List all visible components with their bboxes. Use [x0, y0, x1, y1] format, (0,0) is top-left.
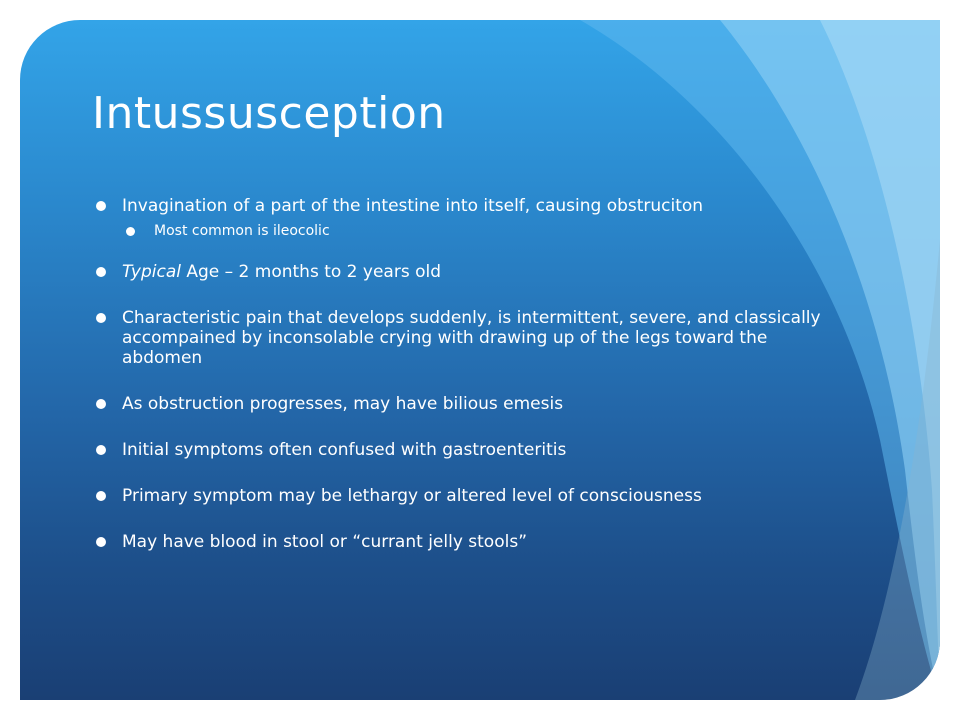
bullet-dot-icon [96, 491, 106, 501]
sub-bullet-text: Most common is ileocolic [154, 223, 330, 239]
bullet-dot-icon [96, 267, 106, 277]
bullet-dot-icon [96, 537, 106, 547]
bullet-text: As obstruction progresses, may have bilious emesis [122, 394, 564, 414]
bullet-dot-icon [96, 313, 106, 323]
bullet-text: Invagination of a part of the intestine into itself, causing obstruciton [122, 196, 704, 216]
bullet-text: Characteristic pain that develops suddenly, is intermittent, severe, and classically accompained by inconsolable crying with drawing up of the legs toward the abdomen [122, 308, 821, 368]
bullet-text: Initial symptoms often confused with gastroenteritis [122, 440, 567, 460]
bullet-text: Age – 2 months to 2 years old [180, 262, 442, 282]
sub-bullet-list [122, 223, 852, 240]
bullet-item [92, 262, 852, 282]
bullet-item [92, 532, 852, 552]
bullet-item [92, 486, 852, 506]
bullet-italic-prefix: Typical [122, 262, 181, 282]
bullet-item [92, 196, 852, 240]
bullet-item [92, 308, 852, 368]
bullet-item [92, 394, 852, 414]
slide-title: Intussusception [92, 88, 446, 139]
bullet-dot-icon [96, 445, 106, 455]
bullet-dot-icon [96, 399, 106, 409]
bullet-dot-icon [96, 201, 106, 211]
bullet-list [92, 196, 852, 578]
sub-bullet-dot-icon [126, 227, 135, 236]
bullet-text: Primary symptom may be lethargy or altered level of consciousness [122, 486, 702, 506]
bullet-item [92, 440, 852, 460]
slide [20, 20, 940, 700]
sub-bullet-item [122, 223, 852, 240]
bullet-text: May have blood in stool or “currant jelly stools” [122, 532, 527, 552]
